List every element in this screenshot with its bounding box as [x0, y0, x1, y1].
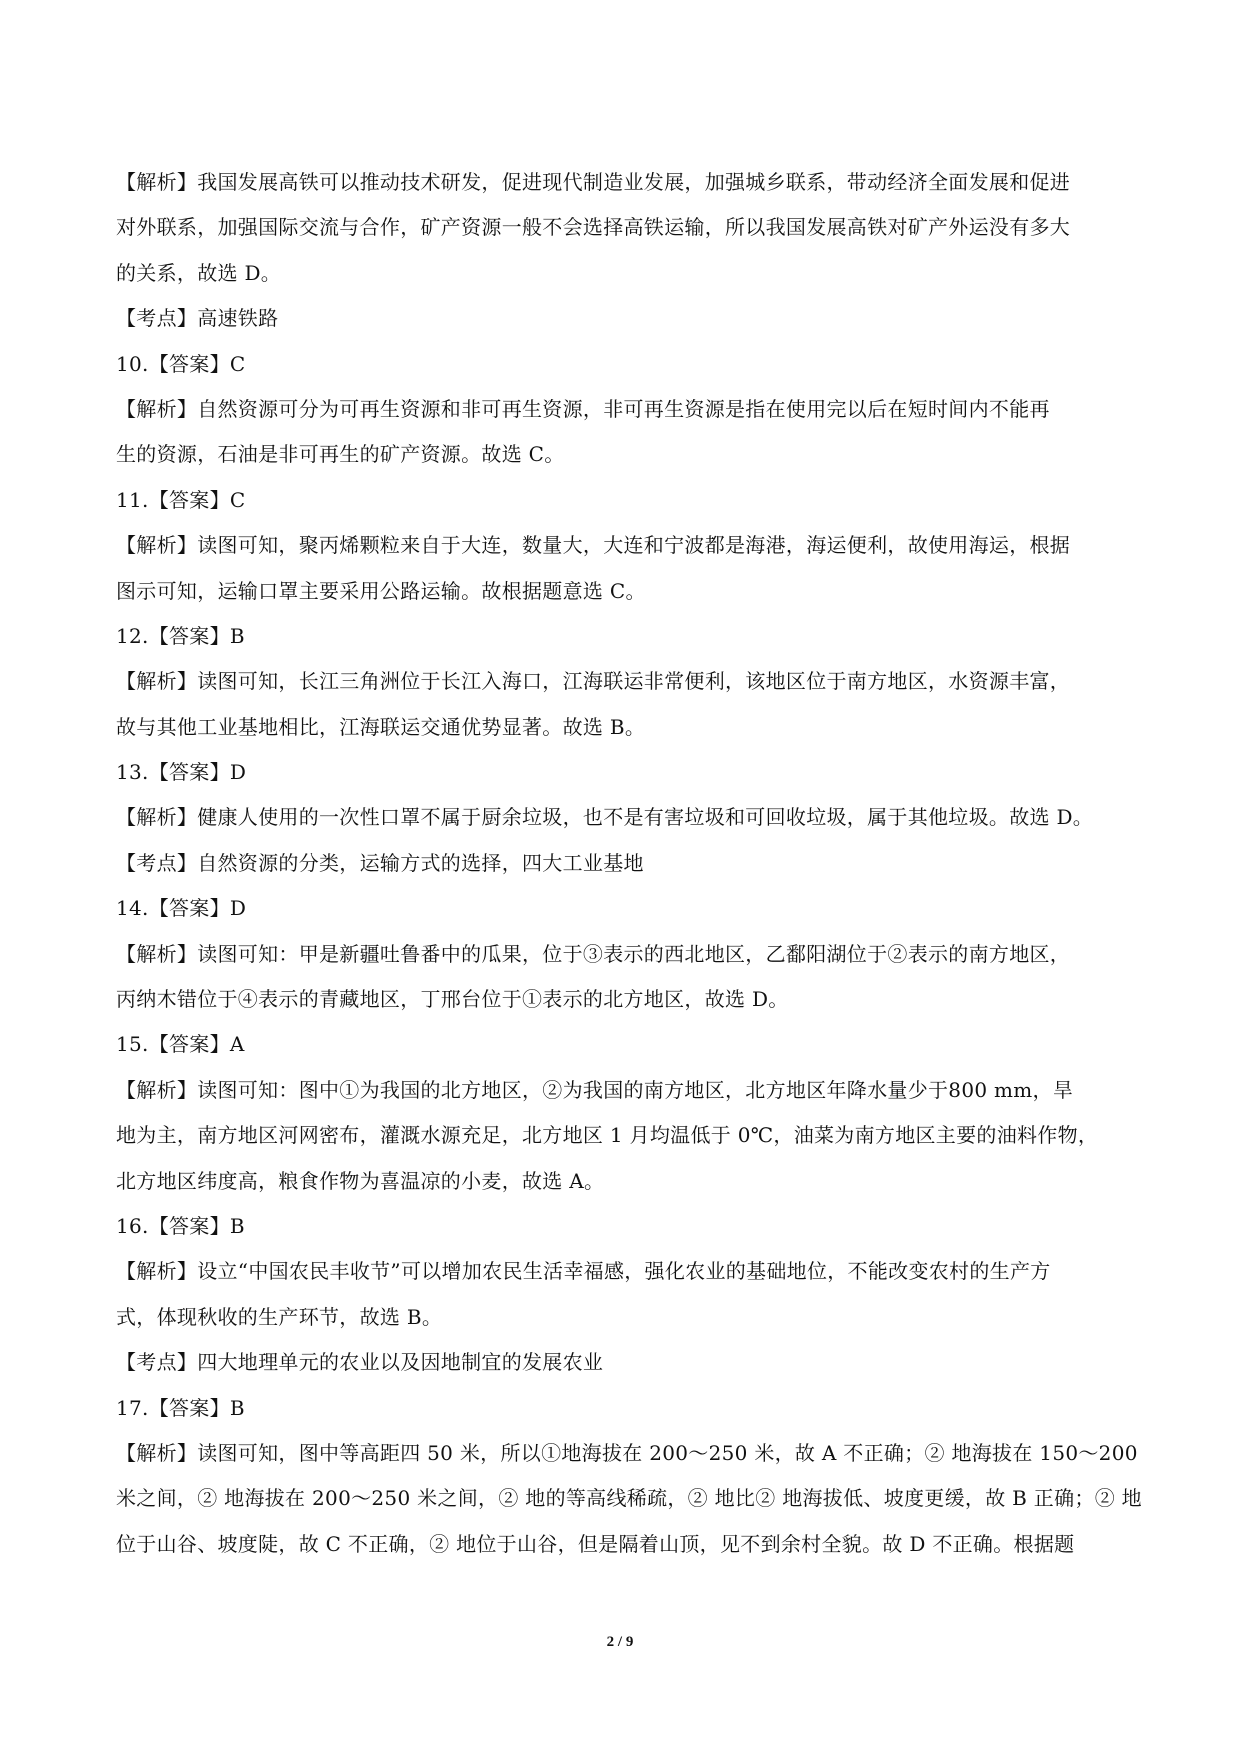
text-line: 北方地区纬度高，粮食作物为喜温凉的小麦，故选 A。 [116, 1168, 605, 1193]
text-line: 故与其他工业基地相比，江海联运交通优势显著。故选 B。 [116, 714, 646, 739]
text-line: 【解析】健康人使用的一次性口罩不属于厨余垃圾，也不是有害垃圾和可回收垃圾，属于其他垃圾。故选 D。 [116, 805, 1094, 830]
text-line: 【解析】自然资源可分为可再生资源和非可再生资源，非可再生资源是指在使用完以后在短时间内不能再 [116, 396, 1050, 421]
text-line: 【考点】四大地理单元的农业以及因地制宜的发展农业 [116, 1350, 604, 1375]
text-line: 【考点】自然资源的分类，运输方式的选择，四大工业基地 [116, 850, 644, 875]
text-line: 【解析】我国发展高铁可以推动技术研发，促进现代制造业发展，加强城乡联系，带动经济全面发展和促进 [116, 170, 1071, 194]
answer-analysis-body [116, 160, 1228, 1567]
text-line: 【解析】读图可知，长江三角洲位于长江入海口，江海联运非常便利，该地区位于南方地区，水资源丰富， [116, 669, 1071, 694]
answer-line: 10.【答案】C [116, 351, 246, 376]
text-line: 米之间，② 地海拔在 200～250 米之间，② 地的等高线稀疏，② 地比② 地海拔低、坡度更缓，故 B 正确；② 地 [116, 1486, 1142, 1511]
text-line: 【解析】读图可知，图中等高距四 50 米，所以①地海拔在 200～250 米，故 A 不正确；② 地海拔在 150～200 [116, 1440, 1138, 1465]
text-line: 图示可知，运输口罩主要采用公路运输。故根据题意选 C。 [116, 578, 646, 603]
page-number: 2 / 9 [606, 1634, 634, 1650]
answer-line: 11.【答案】C [116, 487, 246, 512]
answer-line: 13.【答案】D [116, 760, 247, 785]
text-line: 生的资源，石油是非可再生的矿产资源。故选 C。 [116, 442, 565, 467]
answer-line: 12.【答案】B [116, 623, 245, 648]
text-line: 对外联系，加强国际交流与合作，矿产资源一般不会选择高铁运输，所以我国发展高铁对矿产外运没有多大 [116, 215, 1071, 240]
text-line: 【考点】高速铁路 [116, 306, 279, 331]
answer-line: 17.【答案】B [116, 1395, 245, 1420]
text-line: 【解析】读图可知：图中①为我国的北方地区，②为我国的南方地区，北方地区年降水量少于800 mm，旱 [116, 1077, 1074, 1102]
text-line: 地为主，南方地区河网密布，灌溉水源充足，北方地区 1 月均温低于 0℃，油菜为南方地区主要的油料作物， [116, 1123, 1099, 1148]
text-line: 位于山谷、坡度陡，故 C 不正确，② 地位于山谷，但是隔着山顶，见不到余村全貌。故 D 不正确。根据题 [116, 1531, 1075, 1556]
text-line: 丙纳木错位于④表示的青藏地区，丁邢台位于①表示的北方地区，故选 D。 [116, 987, 789, 1012]
text-line: 【解析】读图可知，聚丙烯颗粒来自于大连，数量大，大连和宁波都是海港，海运便利，故使用海运，根据 [116, 533, 1071, 558]
text-line: 【解析】设立“中国农民丰收节”可以增加农民生活幸福感，强化农业的基础地位，不能改变农村的生产方 [116, 1259, 1051, 1284]
text-line: 【解析】读图可知：甲是新疆吐鲁番中的瓜果，位于③表示的西北地区，乙鄱阳湖位于②表示的南方地区， [116, 941, 1071, 966]
answer-line: 14.【答案】D [116, 896, 247, 921]
answer-line: 16.【答案】B [116, 1213, 245, 1238]
answer-line: 15.【答案】A [116, 1032, 245, 1057]
text-line: 式，体现秋收的生产环节，故选 B。 [116, 1304, 443, 1329]
text-line: 的关系，故选 D。 [116, 260, 282, 285]
